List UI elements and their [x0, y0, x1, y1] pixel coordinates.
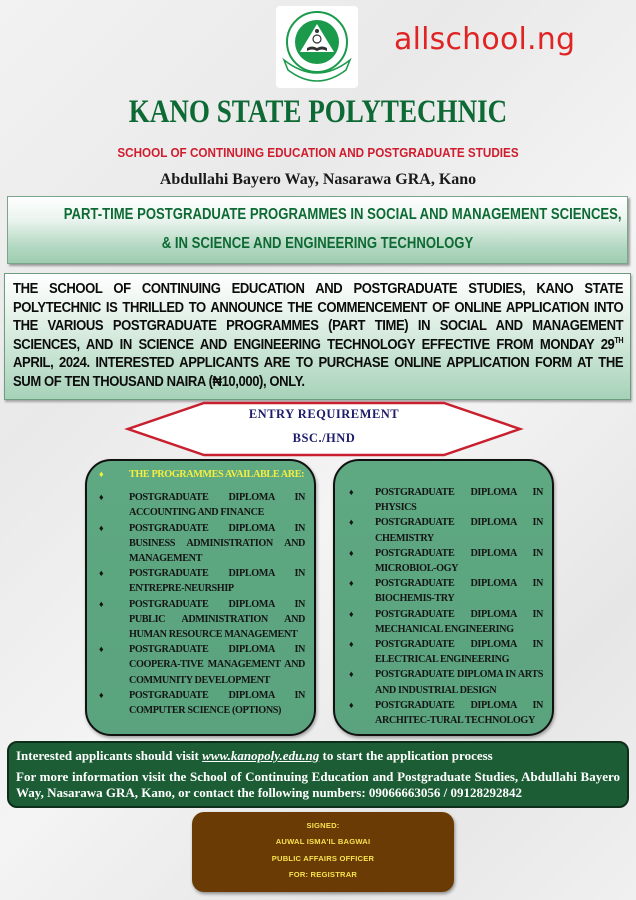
- bullet-icon: ♦: [349, 547, 354, 558]
- programme-name: POSTGRADUATE DIPLOMA IN BUSINESS ADMINISTRATION AND MANAGEMENT: [129, 522, 305, 565]
- visit-text-after: to start the application process: [319, 748, 493, 763]
- bullet-icon: ♦: [349, 669, 354, 680]
- bullet-icon: ♦: [349, 517, 354, 528]
- banner-line-2: & IN SCIENCE AND ENGINEERING TECHNOLOGY: [161, 235, 474, 252]
- announcement-text-part1: THE SCHOOL OF CONTINUING EDUCATION AND POSTGRADUATE STUDIES, KANO STATE POLYTECHNIC IS THRILLED TO ANNOUNCE THE COMMENCEMENT OF ONLINE APPLICATION INTO THE VARIOUS POSTGRADUATE PROGRAMMES (PART TIME) IN SOCIAL AND MANAGEMENT SCIENCES, AND IN SCIENCE AND ENGINEERING TECHNOLOGY EFFECTIVE FROM MONDAY 29: [13, 281, 624, 353]
- bullet-icon: ♦: [349, 608, 354, 619]
- polytechnic-logo: [276, 6, 358, 88]
- bullet-icon: ♦: [349, 639, 354, 650]
- bullet-icon: ♦: [99, 644, 104, 655]
- list-item: [87, 566, 305, 596]
- list-item: [335, 667, 543, 697]
- programme-name: POSTGRADUATE DIPLOMA IN PUBLIC ADMINISTRATION AND HUMAN RESOURCE MANAGEMENT: [129, 598, 305, 641]
- contact-info: For more information visit the School of Continuing Education and Postgraduate Studies, Abdullahi Bayero Way, Nasarawa GRA, Kano, or contact the following numbers: 09066663056 / 09128292842: [16, 769, 620, 800]
- programme-name: POSTGRADUATE DIPLOMA IN CHEMISTRY: [375, 517, 543, 544]
- programme-name: POSTGRADUATE DIPLOMA IN ARTS AND INDUSTRIAL DESIGN: [375, 669, 543, 696]
- announcement-text-part2: APRIL, 2024. INTERESTED APPLICANTS ARE TO PURCHASE ONLINE APPLICATION FORM AT THE SUM OF TEN THOUSAND NAIRA (₦10,000), ONLY.: [13, 355, 624, 390]
- signature-box: [192, 812, 454, 892]
- programmes-list-right: [333, 459, 554, 736]
- list-item: [335, 485, 543, 515]
- programme-name: POSTGRADUATE DIPLOMA IN PHYSICS: [375, 487, 543, 514]
- announcement-box: [4, 273, 631, 400]
- list-item: [335, 576, 543, 606]
- entry-requirement-value: BSC./HND: [292, 431, 356, 445]
- programme-name: POSTGRADUATE DIPLOMA IN MECHANICAL ENGINEERING: [375, 608, 543, 635]
- bullet-icon: ♦: [99, 522, 104, 533]
- programme-name: POSTGRADUATE DIPLOMA IN MICROBIOL-OGY: [375, 547, 543, 575]
- bullet-icon: ♦: [99, 598, 104, 609]
- list-item: [87, 490, 305, 520]
- programmes-banner: [7, 196, 628, 264]
- signed-label: SIGNED:: [306, 821, 340, 830]
- bullet-icon: ♦: [99, 492, 104, 503]
- programmes-list-left: [85, 459, 316, 736]
- list-item: [335, 607, 543, 637]
- bullet-icon: ♦: [349, 699, 354, 710]
- list-item: [335, 698, 543, 728]
- bullet-icon: ♦: [349, 487, 354, 497]
- entry-requirement-banner: [124, 401, 524, 457]
- programmes-heading: [87, 467, 305, 482]
- ordinal-suffix: TH: [614, 335, 624, 345]
- programme-name: POSTGRADUATE DIPLOMA IN COOPERA-TIVE MANAGEMENT AND COMMUNITY DEVELOPMENT: [129, 644, 305, 686]
- school-address: Abdullahi Bayero Way, Nasarawa GRA, Kano: [159, 171, 477, 188]
- list-item: [335, 546, 543, 576]
- list-item: [335, 637, 543, 667]
- site-brand: allschool.ng: [394, 22, 576, 57]
- visit-text-before: Interested applicants should visit: [16, 748, 203, 763]
- list-item: [87, 597, 305, 643]
- list-item: [87, 642, 305, 688]
- announcement-text: [13, 280, 623, 392]
- signatory-name: AUWAL ISMA'IL BAGWAI: [275, 837, 371, 847]
- list-item: [87, 688, 305, 718]
- programme-name: POSTGRADUATE DIPLOMA IN ELECTRICAL ENGINEERING: [375, 639, 543, 666]
- signatory-position: PUBLIC AFFAIRS OFFICER: [271, 853, 375, 863]
- school-subtitle: SCHOOL OF CONTINUING EDUCATION AND POSTGRADUATE STUDIES: [117, 145, 519, 160]
- logo-seal-icon: [276, 6, 358, 88]
- bullet-icon: ♦: [99, 568, 104, 579]
- page-title: KANO STATE POLYTECHNIC: [128, 94, 508, 130]
- banner-line-1: PART-TIME POSTGRADUATE PROGRAMMES IN SOCIAL AND MANAGEMENT SCIENCES,: [63, 206, 622, 223]
- programme-name: POSTGRADUATE DIPLOMA IN ENTREPRE-NEURSHIP: [129, 568, 305, 595]
- visit-instruction: [16, 748, 620, 764]
- bullet-icon: ♦: [99, 689, 104, 700]
- signatory-for: FOR: REGISTRAR: [288, 869, 358, 879]
- programme-name: POSTGRADUATE DIPLOMA IN ACCOUNTING AND FINANCE: [129, 492, 305, 519]
- website-link[interactable]: www.kanopoly.edu.ng: [202, 748, 320, 763]
- list-item: [335, 515, 543, 545]
- entry-requirement-title: ENTRY REQUIREMENT: [248, 407, 400, 421]
- programme-name: POSTGRADUATE DIPLOMA IN ARCHITEC-TURAL TECHNOLOGY: [375, 699, 543, 727]
- list-item: [87, 521, 305, 567]
- bullet-icon: ♦: [349, 578, 354, 589]
- programme-name: POSTGRADUATE DIPLOMA IN BIOCHEMIS-TRY: [375, 578, 543, 605]
- application-info-box: [7, 741, 629, 808]
- bullet-icon: ♦: [99, 469, 104, 479]
- programmes-heading-text: THE PROGRAMMES AVAILABLE ARE:: [129, 469, 305, 480]
- programme-name: POSTGRADUATE DIPLOMA IN COMPUTER SCIENCE (OPTIONS): [129, 689, 305, 717]
